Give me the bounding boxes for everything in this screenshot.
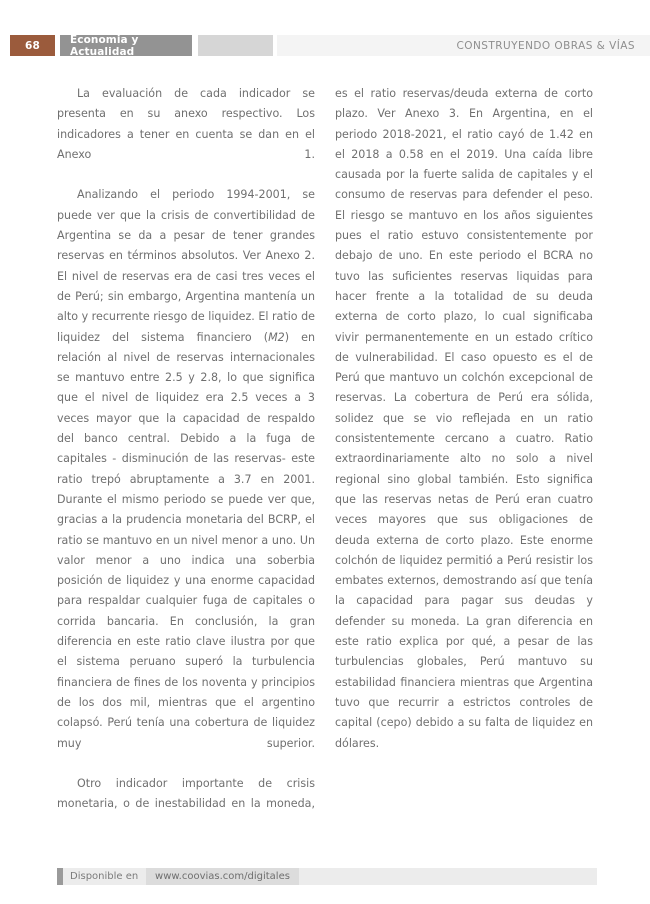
publication-title: CONSTRUYENDO OBRAS & VÍAS <box>456 39 635 52</box>
paragraph: Otro indicador importante de crisis monetaria, o de inestabilidad en la moneda, <box>57 777 315 811</box>
text-column-right <box>335 84 593 774</box>
footer-url[interactable]: www.coovias.com/digitales <box>146 868 299 885</box>
paragraph: es el ratio reservas/deuda externa de corto plazo. Ver Anexo 3. En Argentina, en el periodo 2018-2021, el ratio cayó de 1.42 en el 2018 a 0.58 en el 2019. Una caída libre causada por la fuerte salida de capitales y el consumo de reservas para defender el peso. El riesgo se mantuvo en los años siguientes pues el ratio estuvo consistentemente por debajo de uno. En este periodo el BCRA no tuvo las suficientes reservas liquidas para hacer frente a la totalidad de su deuda externa de corto plazo, lo cual significaba vivir permanentemente en un estado crítico de vulnerabilidad. El caso opuesto es el de Perú que mantuvo un colchón excepcional de reservas. La cobertura de Perú era sólida, solidez que se vio reflejada en un ratio consistentemente cercano a cuatro. Ratio extraordinariamente alto no solo a nivel regional sino global también. Esto significa que las reservas netas de Perú eran cuatro veces mayores que sus obligaciones de deuda externa de corto plazo. Este enorme colchón de liquidez permitió a Perú resistir los embates externos, demostrando así que tenía la capacidad para pagar sus deudas y defender su moneda. La gran diferencia en este ratio explica por qué, a pesar de las turbulencias globales, Perú mantuvo su estabilidad financiera mientras que Argentina tuvo que recurrir a estrictos controles de capital (cepo) debido a su falta de liquidez en dólares. <box>335 87 593 750</box>
page-footer <box>0 868 650 885</box>
paragraph: Analizando el periodo 1994-2001, se puede ver que la crisis de convertibilidad de Argentina se da a pesar de tener grandes reservas en términos absolutos. Ver Anexo 2. El nivel de reservas era de casi tres veces el de Perú; sin embargo, Argentina mantenía un alto y recurrente riesgo de liquidez. El ratio de liquidez del sistema financiero (M2) en relación al nivel de reservas internacionales se mantuvo entre 2.5 y 2.8, lo que significa que el nivel de liquidez era 2.5 veces a 3 veces mayor que la capacidad de respaldo del banco central. Debido a la fuga de capitales - disminución de las reservas- este ratio trepó abruptamente a 3.7 en 2001. Durante el mismo periodo se puede ver que, gracias a la prudencia monetaria del BCRP, el ratio se mantuvo en un nivel menor a uno. Un valor menor a uno indica una soberbia posición de liquidez y una enorme capacidad para respaldar cualquier fuga de capitales o corrida bancaria. En conclusión, la gran diferencia en este ratio clave ilustra por que el sistema peruano superó la turbulencia financiera de fines de los noventa y principios de los dos mil, mientras que el argentino colapsó. Perú tenía una cobertura de liquidez muy superior. <box>57 188 315 750</box>
section-title-block: Economia y Actualidad <box>60 35 192 56</box>
header-spacer-block <box>198 35 273 56</box>
page-number-badge: 68 <box>10 35 55 56</box>
page-content <box>0 84 650 854</box>
page-header <box>0 35 650 56</box>
footer-marker-bar <box>57 868 63 885</box>
footer-availability-label: Disponible en <box>70 871 139 882</box>
text-column-left <box>57 84 315 835</box>
paragraph: La evaluación de cada indicador se presenta en su anexo respectivo. Los indicadores a tener en cuenta se dan en el Anexo 1. <box>57 87 315 161</box>
